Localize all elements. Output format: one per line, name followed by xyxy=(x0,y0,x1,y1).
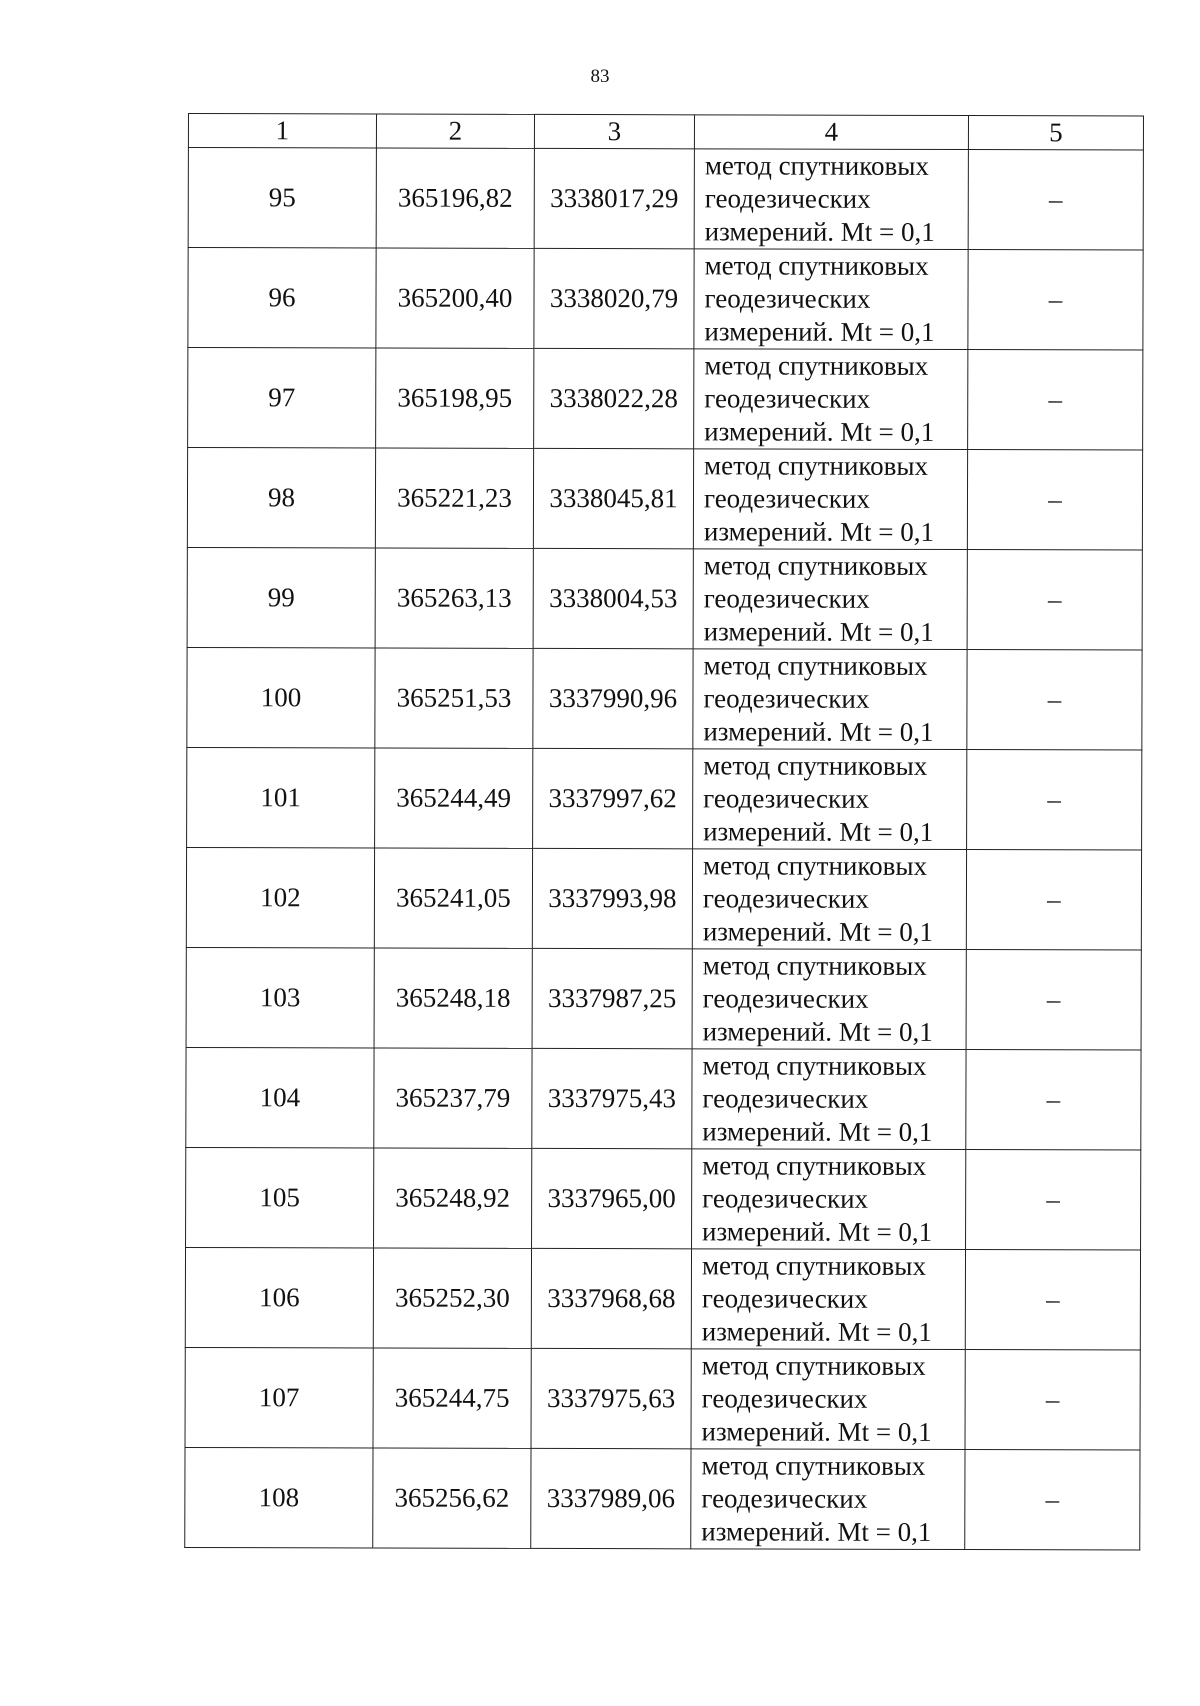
table-row xyxy=(186,1047,1141,1149)
y-coordinate-cell: 3337987,25 xyxy=(532,948,692,1048)
note-cell: – xyxy=(967,550,1142,650)
x-coordinate-cell: 365241,05 xyxy=(374,848,532,948)
method-cell xyxy=(692,1149,966,1250)
column-header: 4 xyxy=(694,115,968,150)
point-number-cell: 97 xyxy=(188,348,376,448)
method-line: геодезических xyxy=(704,183,871,214)
method-line: геодезических xyxy=(703,483,870,514)
method-cell xyxy=(691,1449,965,1550)
y-coordinate-cell: 3337965,00 xyxy=(532,1148,692,1248)
method-line: геодезических xyxy=(703,783,870,814)
method-cell xyxy=(694,349,968,450)
method-line: геодезических xyxy=(701,1383,868,1414)
table-header-row xyxy=(188,114,1143,151)
table-row xyxy=(188,148,1143,250)
method-line: измерений. Mt = 0,1 xyxy=(703,516,935,547)
method-line: геодезических xyxy=(701,1283,868,1314)
method-line: измерений. Mt = 0,1 xyxy=(703,716,934,747)
x-coordinate-cell: 365221,23 xyxy=(375,448,533,548)
point-number-cell: 105 xyxy=(186,1147,374,1247)
method-line: измерений. Mt = 0,1 xyxy=(701,1316,932,1347)
point-number-cell: 95 xyxy=(188,148,376,248)
x-coordinate-cell: 365263,13 xyxy=(375,548,533,648)
method-line: метод спутниковых xyxy=(703,750,928,781)
page-number: 83 xyxy=(590,66,610,87)
x-coordinate-cell: 365256,62 xyxy=(373,1448,531,1548)
x-coordinate-cell: 365248,92 xyxy=(374,1148,532,1248)
table-row xyxy=(185,1447,1140,1549)
method-cell xyxy=(691,1349,965,1450)
table-row xyxy=(185,1347,1140,1449)
column-header: 3 xyxy=(534,114,694,148)
y-coordinate-cell: 3338004,53 xyxy=(533,548,693,648)
method-line: метод спутниковых xyxy=(702,1050,927,1081)
method-line: геодезических xyxy=(702,1183,869,1214)
x-coordinate-cell: 365196,82 xyxy=(376,148,534,248)
method-line: метод спутниковых xyxy=(701,1250,927,1281)
method-cell xyxy=(694,149,968,250)
coordinates-table xyxy=(184,113,1144,1550)
method-cell xyxy=(693,649,967,750)
method-line: измерений. Mt = 0,1 xyxy=(704,416,935,447)
point-number-cell: 99 xyxy=(187,547,375,647)
point-number-cell: 106 xyxy=(185,1247,373,1347)
note-cell: – xyxy=(967,750,1142,850)
method-cell xyxy=(692,849,966,950)
x-coordinate-cell: 365244,49 xyxy=(375,748,533,848)
point-number-cell: 98 xyxy=(187,448,375,548)
point-number-cell: 100 xyxy=(187,647,375,747)
note-cell: – xyxy=(967,450,1142,550)
note-cell: – xyxy=(966,1050,1141,1150)
y-coordinate-cell: 3337975,63 xyxy=(531,1348,691,1448)
point-number-cell: 102 xyxy=(186,847,374,947)
method-line: метод спутниковых xyxy=(701,1450,926,1481)
method-cell xyxy=(693,749,967,850)
note-cell: – xyxy=(965,1350,1140,1450)
y-coordinate-cell: 3337993,98 xyxy=(532,848,692,948)
note-cell: – xyxy=(968,150,1143,250)
method-cell xyxy=(693,549,967,650)
note-cell: – xyxy=(966,950,1141,1050)
note-cell: – xyxy=(968,250,1143,350)
method-line: метод спутниковых xyxy=(704,250,929,281)
point-number-cell: 104 xyxy=(186,1047,374,1147)
table-body xyxy=(185,148,1144,1550)
note-cell: – xyxy=(965,1450,1140,1550)
point-number-cell: 101 xyxy=(187,747,375,847)
method-line: измерений. Mt = 0,1 xyxy=(704,216,935,247)
method-line: геодезических xyxy=(704,283,871,314)
method-cell xyxy=(691,1249,965,1350)
table-row xyxy=(187,448,1142,550)
table-row xyxy=(188,348,1143,450)
method-line: геодезических xyxy=(702,1083,869,1114)
method-line: метод спутниковых xyxy=(704,150,929,181)
method-cell xyxy=(693,449,967,550)
method-cell xyxy=(692,949,966,1050)
x-coordinate-cell: 365198,95 xyxy=(376,348,534,448)
note-cell: – xyxy=(967,650,1142,750)
method-line: метод спутниковых xyxy=(702,950,927,981)
column-header: 1 xyxy=(188,114,376,148)
method-line: измерений. Mt = 0,1 xyxy=(701,1416,932,1447)
method-line: метод спутниковых xyxy=(702,1150,927,1181)
method-line: метод спутниковых xyxy=(702,850,928,881)
y-coordinate-cell: 3337989,06 xyxy=(531,1448,691,1548)
y-coordinate-cell: 3338045,81 xyxy=(533,448,693,548)
method-line: измерений. Mt = 0,1 xyxy=(702,1216,933,1247)
method-line: измерений. Mt = 0,1 xyxy=(702,916,934,947)
method-line: геодезических xyxy=(703,583,870,614)
note-cell: – xyxy=(965,1250,1140,1350)
x-coordinate-cell: 365248,18 xyxy=(374,948,532,1048)
y-coordinate-cell: 3337997,62 xyxy=(533,748,693,848)
method-line: измерений. Mt = 0,1 xyxy=(704,316,935,347)
table-row xyxy=(185,1247,1140,1349)
y-coordinate-cell: 3338020,79 xyxy=(534,248,694,348)
y-coordinate-cell: 3337990,96 xyxy=(533,648,693,748)
column-header: 5 xyxy=(968,116,1143,150)
point-number-cell: 103 xyxy=(186,947,374,1047)
x-coordinate-cell: 365251,53 xyxy=(375,648,533,748)
method-line: геодезических xyxy=(704,383,871,414)
method-line: измерений. Mt = 0,1 xyxy=(702,1116,933,1147)
note-cell: – xyxy=(968,350,1143,450)
table-row xyxy=(187,547,1142,649)
method-cell xyxy=(692,1049,966,1150)
method-line: измерений. Mt = 0,1 xyxy=(702,1016,933,1047)
note-cell: – xyxy=(966,1150,1141,1250)
method-cell xyxy=(694,249,968,350)
point-number-cell: 96 xyxy=(188,248,376,348)
method-line: метод спутниковых xyxy=(703,650,928,681)
table-row xyxy=(188,248,1143,350)
table-row xyxy=(186,1147,1141,1249)
x-coordinate-cell: 365237,79 xyxy=(374,1048,532,1148)
y-coordinate-cell: 3337968,68 xyxy=(531,1248,691,1348)
table-row xyxy=(186,847,1141,949)
method-line: геодезических xyxy=(702,983,869,1014)
point-number-cell: 108 xyxy=(185,1447,373,1547)
method-line: метод спутниковых xyxy=(704,450,929,481)
y-coordinate-cell: 3338017,29 xyxy=(534,148,694,248)
table-row xyxy=(187,647,1142,749)
method-line: геодезических xyxy=(702,883,869,914)
x-coordinate-cell: 365252,30 xyxy=(373,1248,531,1348)
note-cell: – xyxy=(966,850,1141,950)
point-number-cell: 107 xyxy=(185,1347,373,1447)
method-line: измерений. Mt = 0,1 xyxy=(701,1516,932,1547)
table-row xyxy=(187,747,1142,849)
method-line: метод спутниковых xyxy=(701,1350,926,1381)
column-header: 2 xyxy=(376,114,534,148)
method-line: метод спутниковых xyxy=(703,550,928,581)
method-line: метод спутниковых xyxy=(704,350,929,381)
x-coordinate-cell: 365244,75 xyxy=(373,1348,531,1448)
method-line: геодезических xyxy=(703,683,870,714)
table-row xyxy=(186,947,1141,1049)
method-line: измерений. Mt = 0,1 xyxy=(703,616,934,647)
y-coordinate-cell: 3338022,28 xyxy=(534,348,694,448)
x-coordinate-cell: 365200,40 xyxy=(376,248,534,348)
method-line: геодезических xyxy=(701,1483,868,1514)
method-line: измерений. Mt = 0,1 xyxy=(703,816,934,847)
y-coordinate-cell: 3337975,43 xyxy=(532,1048,692,1148)
